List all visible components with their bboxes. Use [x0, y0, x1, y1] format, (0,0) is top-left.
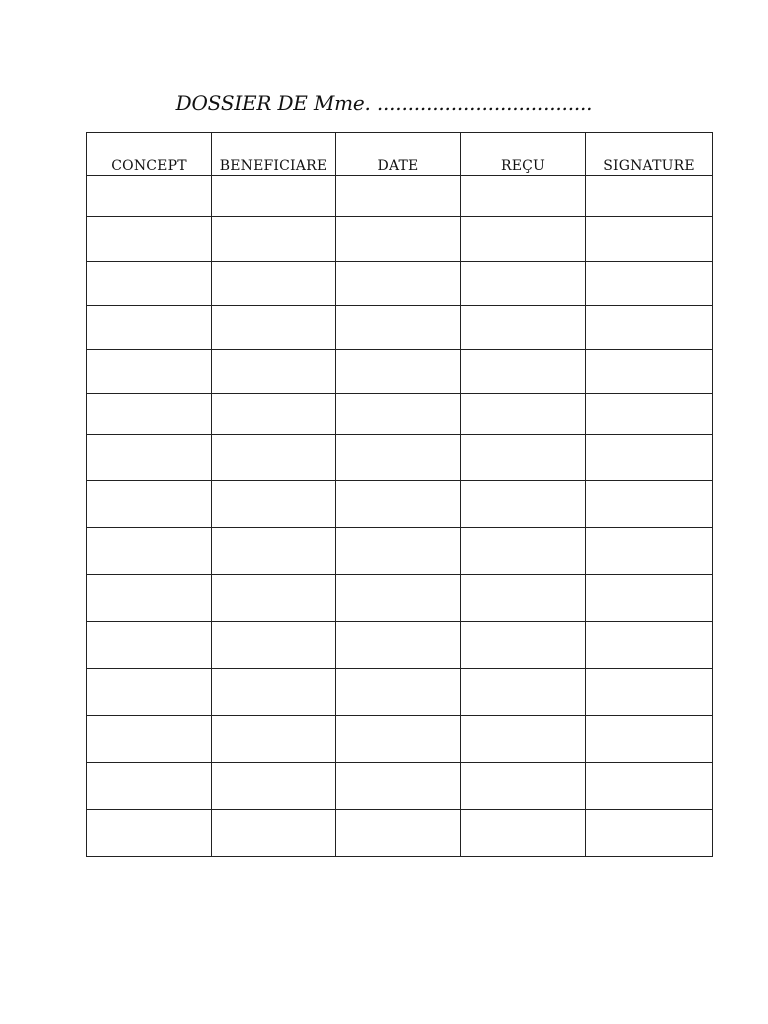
concept-cell[interactable] — [87, 394, 212, 435]
signature-cell[interactable] — [586, 669, 713, 716]
table-row — [87, 669, 713, 716]
recu-cell[interactable] — [461, 217, 586, 262]
beneficiaire-cell[interactable] — [212, 350, 336, 394]
date-cell[interactable] — [336, 669, 461, 716]
recu-cell[interactable] — [461, 176, 586, 217]
signature-cell[interactable] — [586, 622, 713, 669]
signature-cell[interactable] — [586, 528, 713, 575]
table-row — [87, 528, 713, 575]
concept-cell[interactable] — [87, 176, 212, 217]
date-cell[interactable] — [336, 716, 461, 763]
header-row — [87, 133, 713, 176]
beneficiaire-cell[interactable] — [212, 622, 336, 669]
signature-cell[interactable] — [586, 481, 713, 528]
concept-cell[interactable] — [87, 481, 212, 528]
column-header-concept: CONCEPT — [87, 133, 212, 176]
table-row — [87, 350, 713, 394]
recu-cell[interactable] — [461, 350, 586, 394]
recu-cell[interactable] — [461, 262, 586, 306]
recu-cell[interactable] — [461, 575, 586, 622]
concept-cell[interactable] — [87, 763, 212, 810]
beneficiaire-cell[interactable] — [212, 528, 336, 575]
beneficiaire-cell[interactable] — [212, 575, 336, 622]
date-cell[interactable] — [336, 528, 461, 575]
signature-cell[interactable] — [586, 575, 713, 622]
date-cell[interactable] — [336, 394, 461, 435]
date-cell[interactable] — [336, 176, 461, 217]
table-row — [87, 810, 713, 857]
concept-cell[interactable] — [87, 217, 212, 262]
signature-cell[interactable] — [586, 716, 713, 763]
table-row — [87, 575, 713, 622]
signature-cell[interactable] — [586, 394, 713, 435]
concept-cell[interactable] — [87, 435, 212, 481]
beneficiaire-cell[interactable] — [212, 669, 336, 716]
signature-cell[interactable] — [586, 435, 713, 481]
signature-cell[interactable] — [586, 810, 713, 857]
concept-cell[interactable] — [87, 622, 212, 669]
date-cell[interactable] — [336, 763, 461, 810]
concept-cell[interactable] — [87, 306, 212, 350]
recu-cell[interactable] — [461, 669, 586, 716]
date-cell[interactable] — [336, 217, 461, 262]
table-row — [87, 262, 713, 306]
table-row — [87, 481, 713, 528]
signature-cell[interactable] — [586, 763, 713, 810]
date-cell[interactable] — [336, 575, 461, 622]
concept-cell[interactable] — [87, 350, 212, 394]
date-cell[interactable] — [336, 481, 461, 528]
signature-cell[interactable] — [586, 306, 713, 350]
beneficiaire-cell[interactable] — [212, 176, 336, 217]
beneficiaire-cell[interactable] — [212, 763, 336, 810]
signature-cell[interactable] — [586, 176, 713, 217]
table-row — [87, 622, 713, 669]
recu-cell[interactable] — [461, 810, 586, 857]
date-cell[interactable] — [336, 810, 461, 857]
beneficiaire-cell[interactable] — [212, 217, 336, 262]
beneficiaire-cell[interactable] — [212, 716, 336, 763]
concept-cell[interactable] — [87, 669, 212, 716]
recu-cell[interactable] — [461, 306, 586, 350]
table-row — [87, 763, 713, 810]
recu-cell[interactable] — [461, 394, 586, 435]
column-header-beneficiaire: BENEFICIARE — [212, 133, 336, 176]
records-table — [86, 132, 713, 857]
recu-cell[interactable] — [461, 622, 586, 669]
table-row — [87, 435, 713, 481]
concept-cell[interactable] — [87, 810, 212, 857]
recu-cell[interactable] — [461, 481, 586, 528]
page-title: DOSSIER DE Mme. ................................... — [175, 91, 593, 115]
concept-cell[interactable] — [87, 716, 212, 763]
signature-cell[interactable] — [586, 350, 713, 394]
date-cell[interactable] — [336, 350, 461, 394]
column-header-date: DATE — [336, 133, 461, 176]
date-cell[interactable] — [336, 622, 461, 669]
recu-cell[interactable] — [461, 716, 586, 763]
recu-cell[interactable] — [461, 528, 586, 575]
column-header-recu: REÇU — [461, 133, 586, 176]
concept-cell[interactable] — [87, 528, 212, 575]
table-row — [87, 217, 713, 262]
signature-cell[interactable] — [586, 262, 713, 306]
beneficiaire-cell[interactable] — [212, 394, 336, 435]
beneficiaire-cell[interactable] — [212, 306, 336, 350]
signature-cell[interactable] — [586, 217, 713, 262]
beneficiaire-cell[interactable] — [212, 481, 336, 528]
concept-cell[interactable] — [87, 575, 212, 622]
date-cell[interactable] — [336, 306, 461, 350]
concept-cell[interactable] — [87, 262, 212, 306]
date-cell[interactable] — [336, 262, 461, 306]
table-row — [87, 716, 713, 763]
beneficiaire-cell[interactable] — [212, 262, 336, 306]
column-header-signature: SIGNATURE — [586, 133, 713, 176]
table-row — [87, 306, 713, 350]
table-row — [87, 176, 713, 217]
beneficiaire-cell[interactable] — [212, 810, 336, 857]
table-row — [87, 394, 713, 435]
beneficiaire-cell[interactable] — [212, 435, 336, 481]
recu-cell[interactable] — [461, 763, 586, 810]
date-cell[interactable] — [336, 435, 461, 481]
recu-cell[interactable] — [461, 435, 586, 481]
